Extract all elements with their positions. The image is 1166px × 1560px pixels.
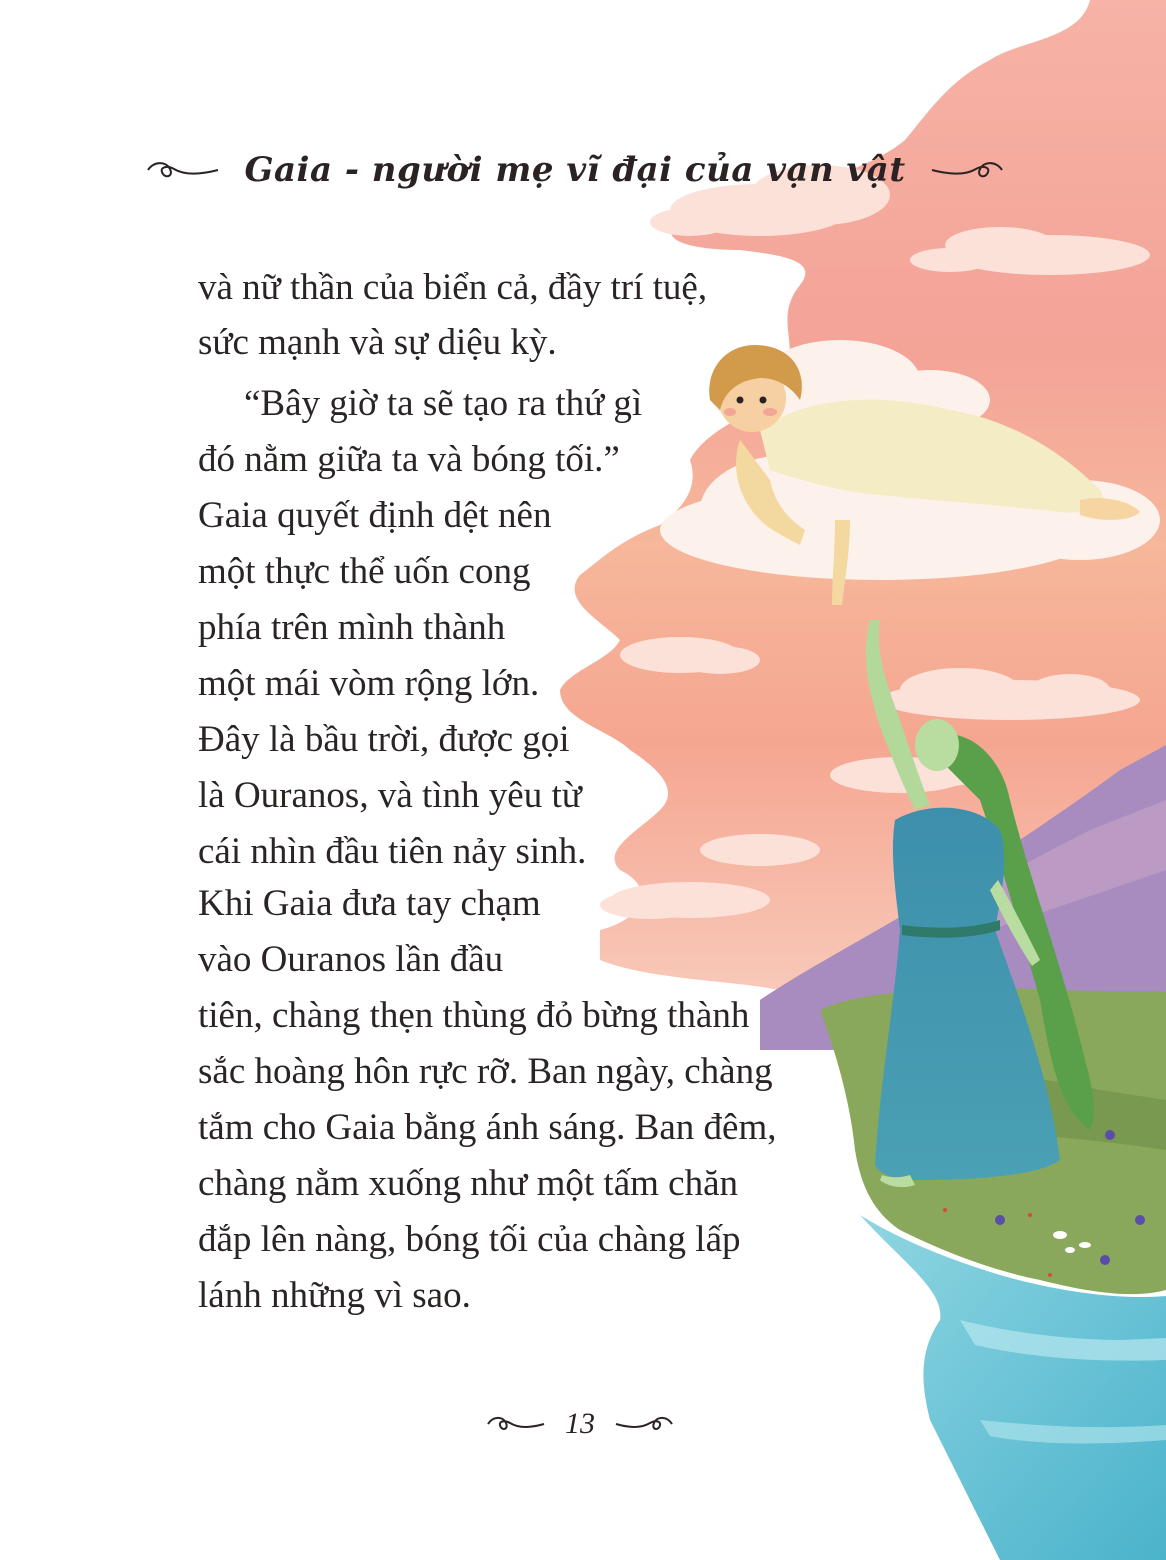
text-line: Đây là bầu trời, được gọi — [198, 719, 570, 760]
flourish-icon — [144, 157, 222, 183]
running-header — [190, 140, 960, 200]
text-line: tắm cho Gaia bằng ánh sáng. Ban đêm, — [198, 1107, 777, 1148]
text-line: cái nhìn đầu tiên nảy sinh. — [198, 831, 587, 872]
text-line: vào Ouranos lần đầu — [198, 939, 504, 980]
text-line: Gaia quyết định dệt nên — [198, 495, 552, 536]
text-line: chàng nằm xuống như một tấm chăn — [198, 1163, 738, 1204]
chapter-title: Gaia - người mẹ vĩ đại của vạn vật — [244, 150, 906, 190]
text-line: đắp lên nàng, bóng tối của chàng lấp — [198, 1219, 741, 1260]
flourish-icon — [928, 157, 1006, 183]
flourish-icon — [613, 1413, 675, 1435]
text-line: lánh những vì sao. — [198, 1275, 471, 1316]
text-line: sức mạnh và sự diệu kỳ. — [198, 322, 557, 363]
text-line: phía trên mình thành — [198, 607, 506, 648]
text-line: một thực thể uốn cong — [198, 551, 531, 592]
page-number: 13 — [565, 1407, 595, 1440]
text-line: Khi Gaia đưa tay chạm — [198, 883, 541, 924]
text-line: “Bây giờ ta sẽ tạo ra thứ gì — [244, 383, 643, 424]
text-line: đó nằm giữa ta và bóng tối.” — [198, 439, 620, 480]
flourish-icon — [485, 1413, 547, 1435]
text-line: sắc hoàng hôn rực rỡ. Ban ngày, chàng — [198, 1051, 773, 1092]
page-footer — [460, 1402, 700, 1446]
text-line: và nữ thần của biển cả, đầy trí tuệ, — [198, 267, 708, 308]
text-line: tiên, chàng thẹn thùng đỏ bừng thành — [198, 995, 750, 1036]
text-line: một mái vòm rộng lớn. — [198, 663, 540, 704]
text-line: là Ouranos, và tình yêu từ — [198, 775, 582, 816]
